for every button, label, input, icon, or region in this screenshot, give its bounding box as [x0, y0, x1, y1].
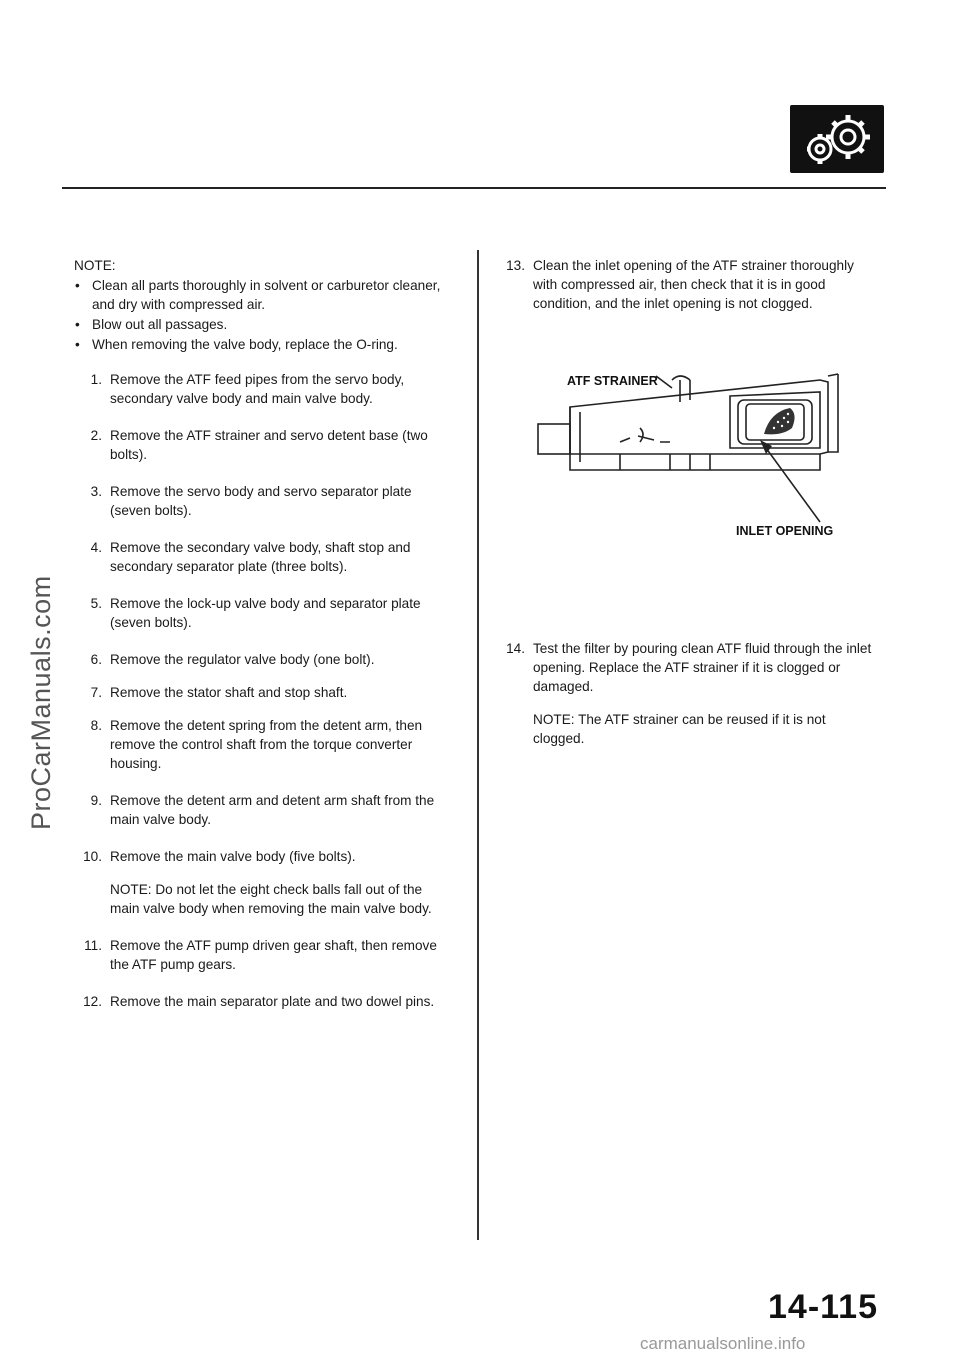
step-text: Remove the detent arm and detent arm shaft from the main valve body.: [110, 793, 435, 827]
step-text: Remove the secondary valve body, shaft stop and secondary separator plate (three bolts).: [110, 540, 411, 574]
step-number: 7.: [90, 685, 102, 700]
note-bullet: • Blow out all passages.: [74, 315, 450, 334]
step-number: 9.: [90, 793, 102, 808]
step-text: Remove the ATF feed pipes from the servo body, secondary valve body and main valve body.: [110, 372, 405, 406]
column-divider: [477, 250, 479, 1240]
step-text: Remove the main valve body (five bolts).: [110, 849, 356, 864]
footer-site-watermark: carmanualsonline.info: [640, 1334, 806, 1353]
transmission-gear-icon: [790, 105, 884, 173]
step-number: 1.: [90, 372, 102, 387]
gear-graphic: [790, 105, 884, 173]
label-atf-strainer: ATF STRAINER: [567, 374, 658, 388]
right-column: [497, 256, 875, 313]
step-4: [74, 538, 450, 576]
step-text: Remove the lock-up valve body and separator plate (seven bolts).: [110, 596, 421, 630]
note-heading: NOTE:: [74, 258, 116, 273]
label-inlet-opening: INLET OPENING: [736, 524, 834, 538]
left-column: [74, 256, 450, 1029]
step-number: 6.: [90, 652, 102, 667]
step-text: Clean the inlet opening of the ATF strainer thoroughly with compressed air, then check that it is in good condition, and the inlet opening is not clogged.: [533, 258, 854, 311]
step-6: [74, 650, 450, 669]
note-bullet: • When removing the valve body, replace the O-ring.: [74, 335, 450, 354]
step-7: [74, 683, 450, 702]
step-number: 12.: [83, 994, 102, 1009]
step-number: 4.: [90, 540, 102, 555]
step-note: NOTE: The ATF strainer can be reused if it is not clogged.: [533, 712, 826, 746]
step-10: [74, 847, 450, 918]
note-bullet: • Clean all parts thoroughly in solvent or carburetor cleaner, and dry with compressed air.: [74, 276, 450, 314]
note-bullets: [74, 276, 450, 354]
procedure-steps-right: [497, 256, 875, 313]
step-9: [74, 791, 450, 829]
header-rule: [62, 187, 886, 189]
step-number: 14.: [506, 641, 525, 656]
step-number: 2.: [90, 428, 102, 443]
procedure-steps: [74, 370, 450, 1011]
atf-strainer-diagram: [520, 362, 860, 542]
step-note: NOTE: Do not let the eight check balls fall out of the main valve body when removing the main valve body.: [110, 882, 432, 916]
step-text: Remove the detent spring from the detent arm, then remove the control shaft from the torque converter housing.: [110, 718, 423, 771]
step-number: 8.: [90, 718, 102, 733]
step-text: Remove the ATF strainer and servo detent base (two bolts).: [110, 428, 428, 462]
step-14-body: [497, 639, 875, 748]
step-number: 10.: [83, 849, 102, 864]
step-13: [497, 256, 875, 313]
site-watermark: ProCarManuals.com: [26, 575, 56, 830]
step-12: [74, 992, 450, 1011]
step-1: [74, 370, 450, 408]
step-text: Test the filter by pouring clean ATF fluid through the inlet opening. Replace the ATF strainer if it is clogged or damaged.: [533, 641, 872, 694]
step-5: [74, 594, 450, 632]
step-text: Remove the stator shaft and stop shaft.: [110, 685, 348, 700]
step-text: Remove the servo body and servo separator plate (seven bolts).: [110, 484, 412, 518]
step-text: Remove the ATF pump driven gear shaft, then remove the ATF pump gears.: [110, 938, 437, 972]
strainer-drawing: [520, 362, 860, 542]
step-8: [74, 716, 450, 773]
step-text: Remove the regulator valve body (one bolt).: [110, 652, 375, 667]
step-number: 5.: [90, 596, 102, 611]
step-11: [74, 936, 450, 974]
page-number: 14-115: [768, 1288, 878, 1326]
step-number: 3.: [90, 484, 102, 499]
step-text: Remove the main separator plate and two dowel pins.: [110, 994, 435, 1009]
step-2: [74, 426, 450, 464]
step-number: 11.: [84, 938, 102, 953]
step-3: [74, 482, 450, 520]
step-14: [497, 639, 875, 748]
step-number: 13.: [506, 258, 525, 273]
